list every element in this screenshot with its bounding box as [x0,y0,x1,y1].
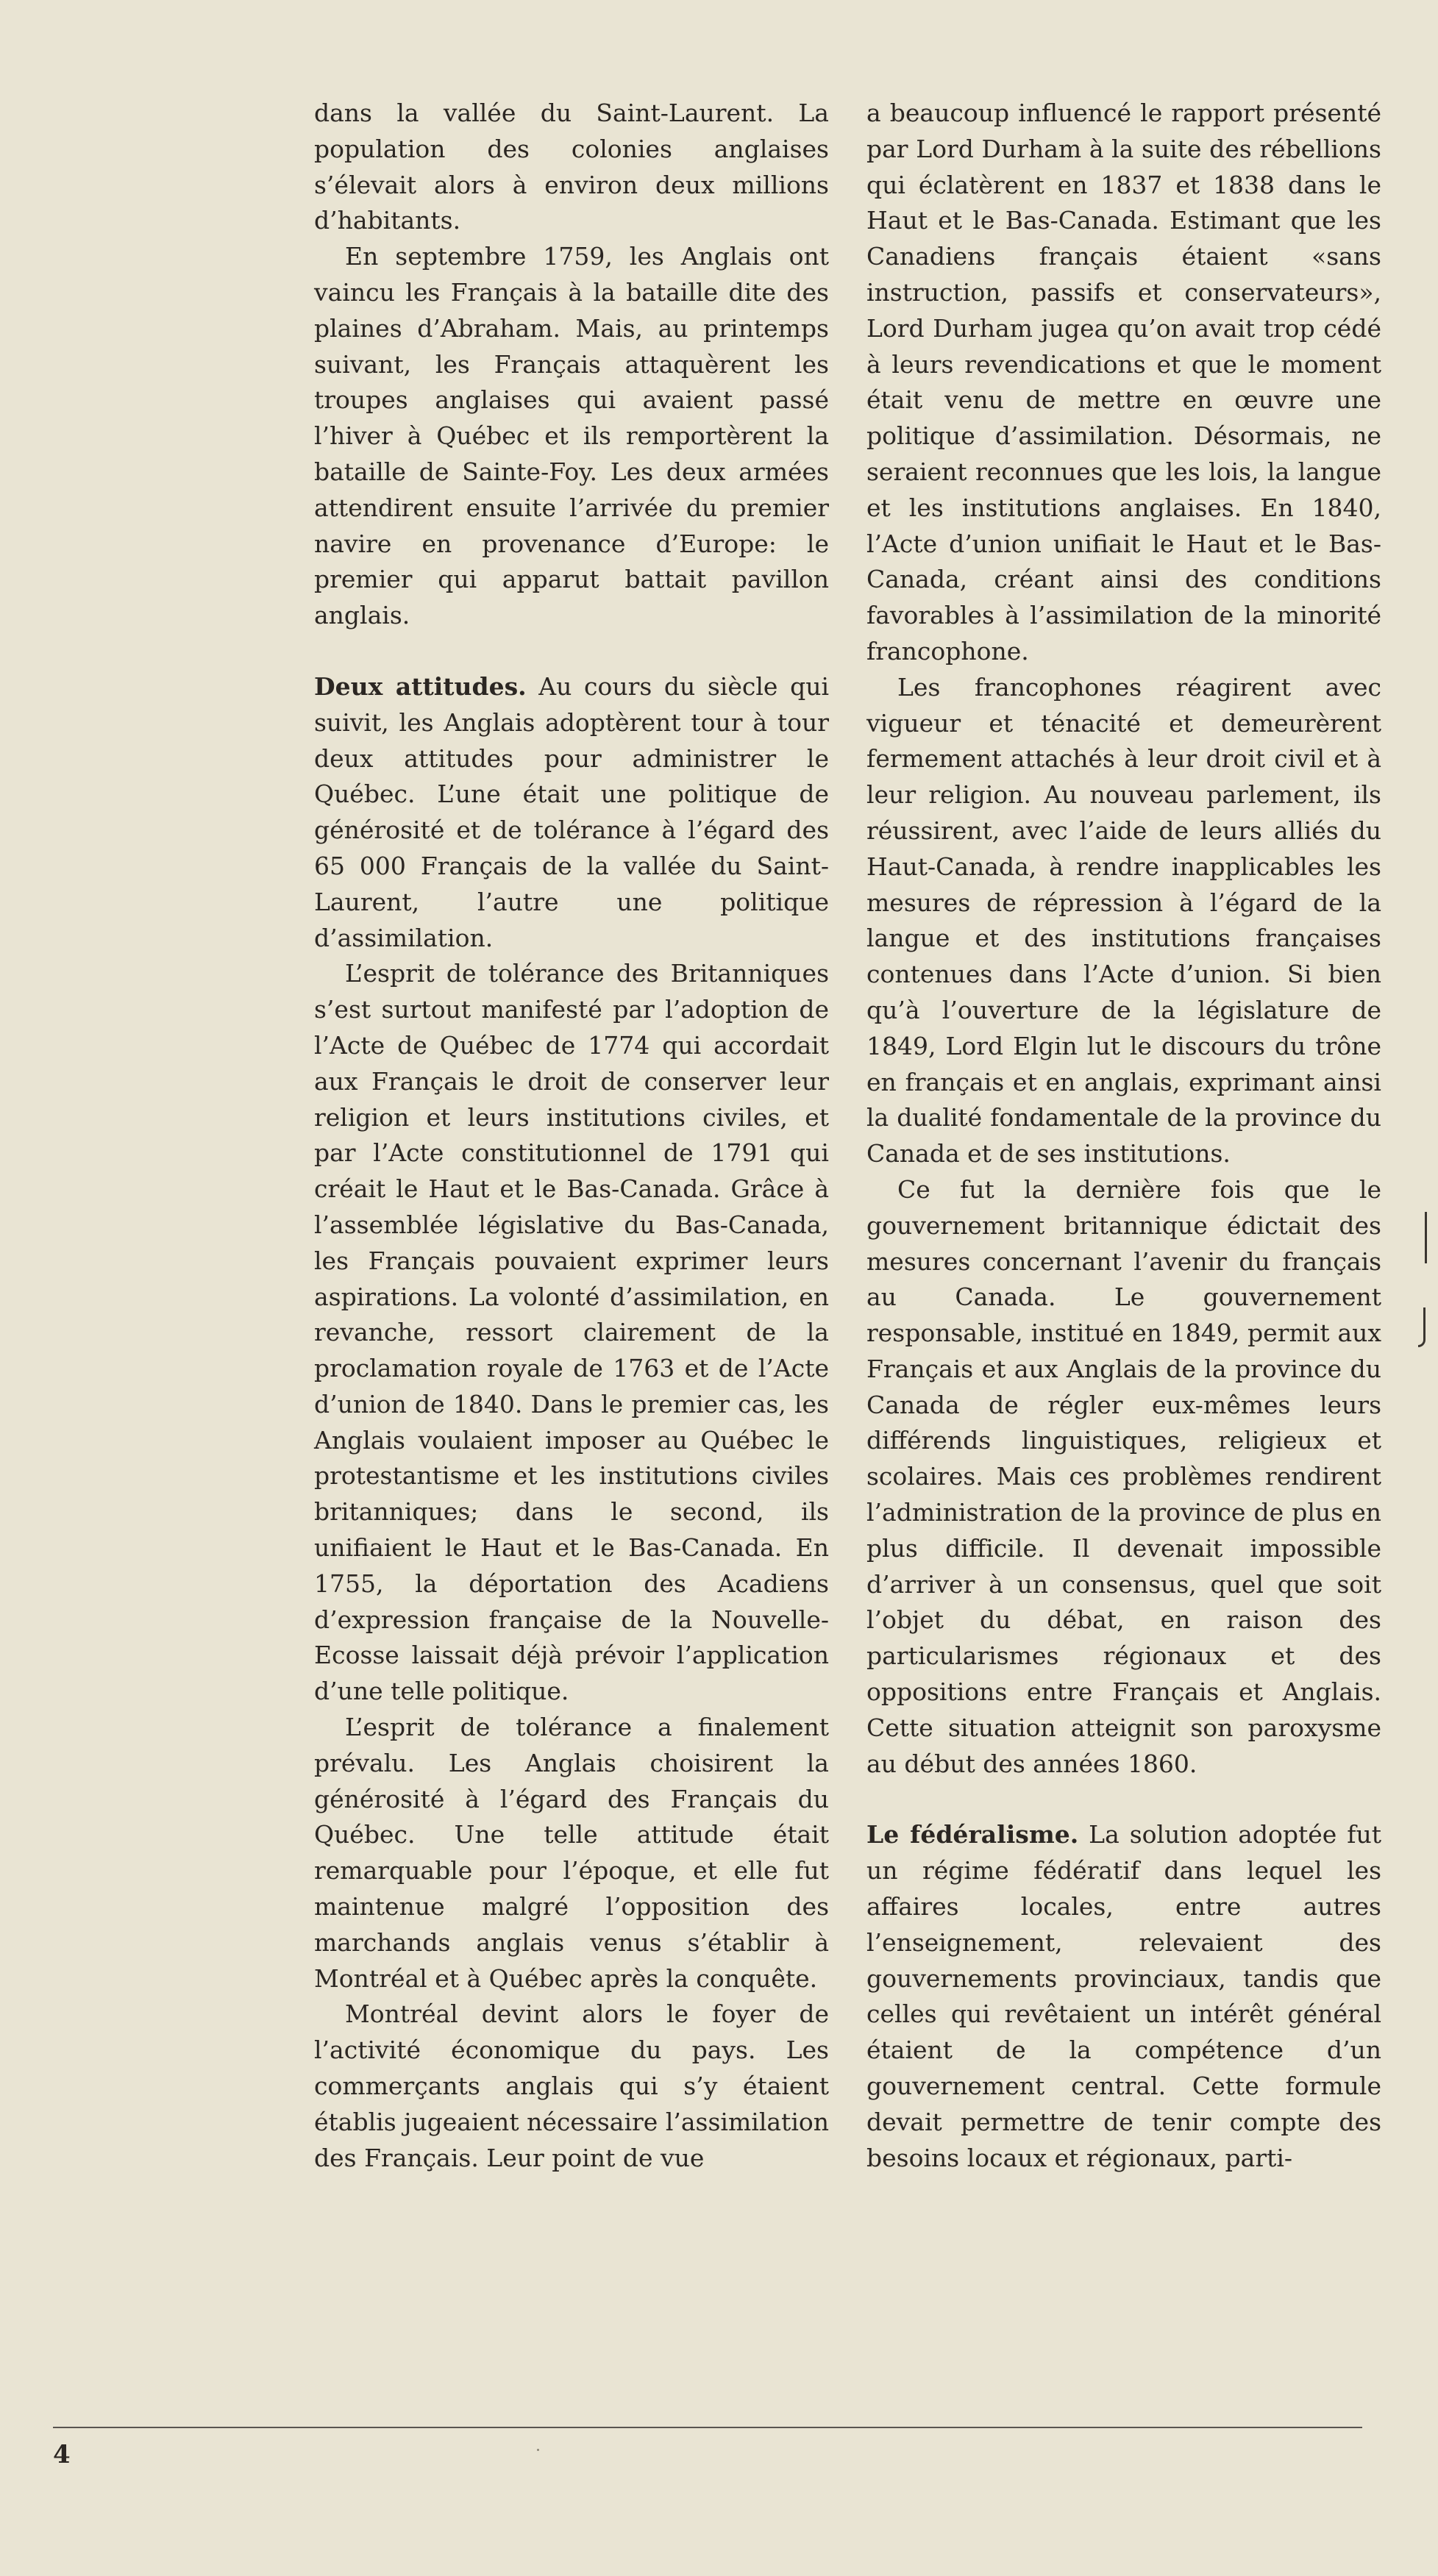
section-heading: Deux attitudes. [314,671,527,701]
page-number: 4 [53,2440,71,2469]
margin-mark [1418,1307,1425,1347]
paragraph-text: a beaucoup influencé le rapport présenté par Lord Durham à la suite des rébellions qui éclatèrent en 1837 et 1838 dans le Haut et le Bas-Canada. Estimant que les Canadiens français étaient «sans instruction, passifs et conservateurs», Lord Durham jugea qu’on avait trop cédé à leurs revendications et que le moment était venu de mettre en œuvre une politique d’assimilation. Désormais, ne seraient reconnues que les lois, la langue et les institutions anglaises. En 1840, l’Acte d’union unifiait le Haut et le Bas-Canada, créant ainsi des conditions favorables à l’assimilation de la minorité francophone. [866,99,1381,666]
paper-speck [537,2449,539,2451]
paragraph [866,1172,1381,1783]
paragraph-text: En septembre 1759, les Anglais ont vaincu les Français à la bataille dite des plaines d’Abraham. Mais, au printemps suivant, les Français attaquèrent les troupes anglaises qui avaient passé l’hiver à Québec et ils remportèrent la bataille de Sainte-Foy. Les deux armées attendirent ensuite l’arrivée du premier navire en provenance d’Europe: le premier qui apparut battait pavillon anglais. [314,242,829,630]
paragraph [314,239,829,634]
paragraph-text: Les francophones réagirent avec vigueur et ténacité et demeurèrent fermement attachés à leur droit civil et à leur religion. Au nouveau parlement, ils réussirent, avec l’aide de leurs alliés du Haut-Canada, à rendre inapplicables les mesures de répression à l’égard de la langue et des institutions françaises contenues dans l’Acte d’union. Si bien qu’à l’ouverture de la législature de 1849, Lord Elgin lut le discours du trône en français et en anglais, exprimant ainsi la dualité fondamentale de la province du Canada et de ses institutions. [866,672,1381,1169]
paragraph-text: L’esprit de tolérance des Britanniques s’est surtout manifesté par l’adoption de l’Acte de Québec de 1774 qui accordait aux Français le droit de conserver leur religion et leurs institutions civiles, et par l’Acte constitutionnel de 1791 qui créait le Haut et le Bas-Canada. Grâce à l’assemblée législative du Bas-Canada, les Français pouvaient exprimer leurs aspirations. La volonté d’assimilation, en revanche, ressort clairement de la proclamation royale de 1763 et de l’Acte d’union de 1840. Dans le premier cas, les Anglais voulaient imposer au Québec le protestantisme et les institutions civiles britanniques; dans le second, ils unifiaient le Haut et le Bas-Canada. En 1755, la déportation des Acadiens d’expression française de la Nouvelle-Ecosse laissait déjà prévoir l’application d’une telle politique. [314,959,829,1706]
paragraph-text: Au cours du siècle qui suivit, les Anglais adoptèrent tour à tour deux attitudes pour administrer le Québec. L’une était une politique de générosité et de tolérance à l’égard des 65 000 Français de la vallée du Saint-Laurent, l’autre une politique d’assimilation. [314,671,829,952]
paragraph-text: L’esprit de tolérance a finalement prévalu. Les Anglais choisirent la générosité à l’égard des Français du Québec. Une telle attitude était remarquable pour l’époque, et elle fut maintenue malgré l’opposition des marchands anglais venus s’établir à Montréal et à Québec après la conquête. [314,1713,829,1993]
margin-mark [1425,1212,1427,1263]
paragraph [314,956,829,1710]
footer-rule [53,2427,1362,2428]
right-text-column [866,96,1381,2176]
left-text-column [314,96,829,2176]
paragraph [866,670,1381,1172]
section-heading: Le fédéralisme. [866,1820,1079,1849]
paragraph [866,96,1381,670]
section-paragraph [866,1817,1381,2176]
paragraph-text: dans la vallée du Saint-Laurent. La population des colonies anglaises s’élevait alors à environ deux millions d’habitants. [314,99,829,235]
paragraph [314,96,829,239]
paragraph-text: La solution adoptée fut un régime fédératif dans lequel les affaires locales, entre autres l’enseignement, relevaient des gouvernements provinciaux, tandis que celles qui revêtaient un intérêt général étaient de la compétence d’un gouvernement central. Cette formule devait permettre de tenir compte des besoins locaux et régionaux, parti- [866,1820,1381,2172]
paragraph-text: Ce fut la dernière fois que le gouvernement britannique édictait des mesures concernant l’avenir du français au Canada. Le gouvernement responsable, institué en 1849, permit aux Français et aux Anglais de la province du Canada de régler eux-mêmes leurs différends linguistiques, religieux et scolaires. Mais ces problèmes rendirent l’administration de la province de plus en plus difficile. Il devenait impossible d’arriver à un consensus, quel que soit l’objet du débat, en raison des particularismes régionaux et des oppositions entre Français et Anglais. Cette situation atteignit son paroxysme au début des années 1860. [866,1174,1381,1778]
paragraph-text: Montréal devint alors le foyer de l’activité économique du pays. Les commerçants anglais qui s’y étaient établis jugeaient nécessaire l’assimilation des Français. Leur point de vue [314,1999,829,2172]
paragraph [314,1997,829,2176]
paragraph [314,1710,829,1997]
section-paragraph [314,669,829,956]
